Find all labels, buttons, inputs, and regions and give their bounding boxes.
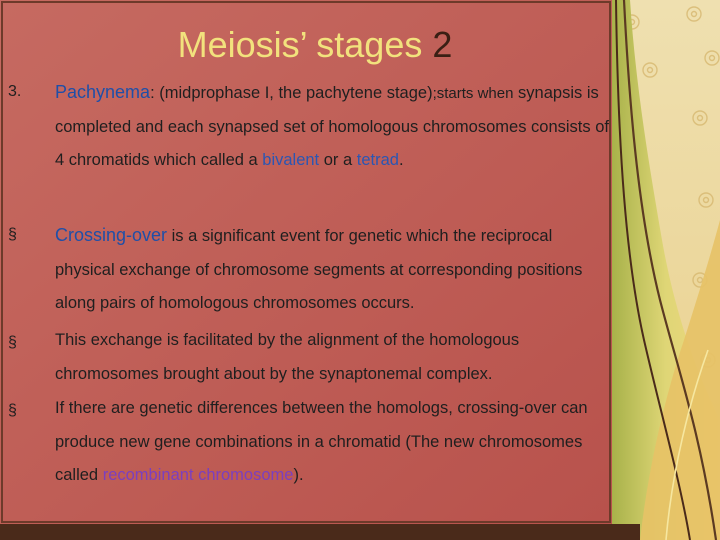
- p1-paren: (midprophase I, the pachytene stage): [154, 84, 433, 102]
- p1-colon: :: [150, 84, 155, 102]
- bullet-marker: §: [8, 402, 17, 419]
- term-recombinant-chromosome: recombinant chromosome: [102, 466, 294, 484]
- title-text: Meiosis’ stages: [177, 24, 433, 65]
- p1-end: .: [398, 151, 404, 169]
- paragraph-recombination: [55, 392, 615, 493]
- bottom-strip: [0, 524, 640, 540]
- term-crossing-over: Crossing-over: [55, 225, 168, 245]
- list-marker-3: 3.: [8, 83, 22, 100]
- term-pachynema: Pachynema: [55, 82, 151, 102]
- paragraph-crossing-over: [55, 219, 615, 321]
- term-tetrad: tetrad: [356, 151, 399, 169]
- paragraph-alignment: [55, 324, 615, 391]
- term-bivalent: bivalent: [262, 151, 320, 169]
- bullet-marker: §: [8, 334, 17, 351]
- p1-or: or a: [319, 151, 357, 169]
- p1-body: synapsis is completed and each synapsed set of homologous chromosomes consists of 4 chromatids which called a: [55, 84, 609, 169]
- paragraph-pachynema: [55, 76, 615, 178]
- p4-body: If there are genetic differences between the homologs, crossing-over can produce new gene combinations in a chromatid (The new chromosomes called: [55, 399, 588, 484]
- slide-title: [0, 24, 630, 66]
- p1-tail: ;starts when: [432, 85, 514, 102]
- p4-end: ).: [293, 466, 304, 484]
- title-number: 2: [432, 24, 453, 65]
- p3-body: This exchange is facilitated by the alignment of the homologous chromosomes brought about by the synaptonemal complex.: [55, 331, 520, 383]
- p2-body: is a significant event for genetic which the reciprocal physical exchange of chromosome segments at corresponding positions along pairs of homologous chromosomes occurs.: [55, 227, 583, 312]
- bullet-marker: §: [8, 226, 17, 243]
